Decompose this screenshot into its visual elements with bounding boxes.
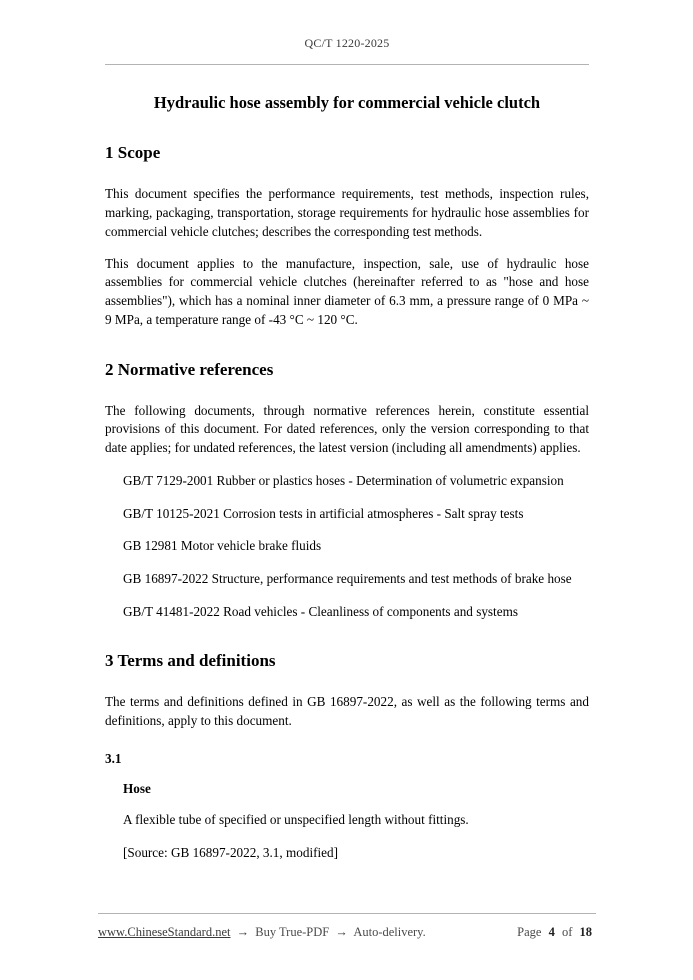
document-number: QC/T 1220-2025 bbox=[304, 36, 390, 50]
reference-item: GB/T 7129-2001 Rubber or plastics hoses - Determination of volumetric expansion bbox=[123, 472, 564, 488]
scope-paragraph-1: This document specifies the performance requirements, test methods, inspection rules, marking, packaging, transportation, storage requirements for hydraulic hose assemblies for commercial vehicle clutches; describes the corresponding test methods. bbox=[105, 186, 589, 239]
reference-item: GB 16897-2022 Structure, performance requirements and test methods of brake hose bbox=[123, 570, 572, 586]
footer-page-total: 18 bbox=[579, 925, 592, 939]
footer-left bbox=[98, 925, 426, 940]
section-heading-normative-references: 2 Normative references bbox=[105, 359, 274, 379]
footer-page-indicator bbox=[517, 925, 596, 940]
footer-delivery-text: Auto-delivery. bbox=[353, 925, 426, 939]
document-header bbox=[105, 36, 589, 65]
reference-item: GB/T 41481-2022 Road vehicles - Cleanliness of components and systems bbox=[123, 603, 518, 619]
reference-item: GB 12981 Motor vehicle brake fluids bbox=[123, 538, 322, 554]
footer-page-current: 4 bbox=[548, 925, 555, 939]
footer-page-label: Page bbox=[517, 925, 542, 939]
terms-intro-paragraph: The terms and definitions defined in GB 16897-2022, as well as the following terms and definitions, apply to this document. bbox=[105, 694, 589, 729]
page-footer bbox=[98, 913, 596, 940]
arrow-right-icon: → bbox=[335, 925, 348, 939]
term-number: 3.1 bbox=[105, 750, 122, 766]
footer-buy-text: Buy True-PDF bbox=[255, 925, 330, 939]
footer-of-label: of bbox=[561, 925, 573, 939]
term-source: [Source: GB 16897-2022, 3.1, modified] bbox=[123, 844, 338, 860]
scope-paragraph-2: This document applies to the manufacture, inspection, sale, use of hydraulic hose assemblies for commercial vehicle clutches (hereinafter referred to as "hose and hose assemblies"), which has a nominal inner diameter of 6.3 mm, a pressure range of 0 MPa ~ 9 MPa, a temperature range of -43 °C ~ 120 °C. bbox=[105, 255, 589, 327]
arrow-right-icon: → bbox=[236, 925, 250, 939]
section-heading-scope: 1 Scope bbox=[105, 143, 161, 163]
document-title: Hydraulic hose assembly for commercial vehicle clutch bbox=[153, 93, 541, 112]
term-definition: A flexible tube of specified or unspecified length without fittings. bbox=[123, 811, 469, 827]
footer-site-link[interactable]: www.ChineseStandard.net bbox=[98, 925, 231, 939]
section-heading-terms: 3 Terms and definitions bbox=[105, 651, 276, 671]
term-name: Hose bbox=[123, 780, 151, 796]
normative-intro-paragraph: The following documents, through normative references herein, constitute essential provisions of this document. For dated references, only the version corresponding to that date applies; for undated references, the latest version (including all amendments) applies. bbox=[105, 402, 589, 456]
reference-item: GB/T 10125-2021 Corrosion tests in artificial atmospheres - Salt spray tests bbox=[123, 505, 524, 521]
